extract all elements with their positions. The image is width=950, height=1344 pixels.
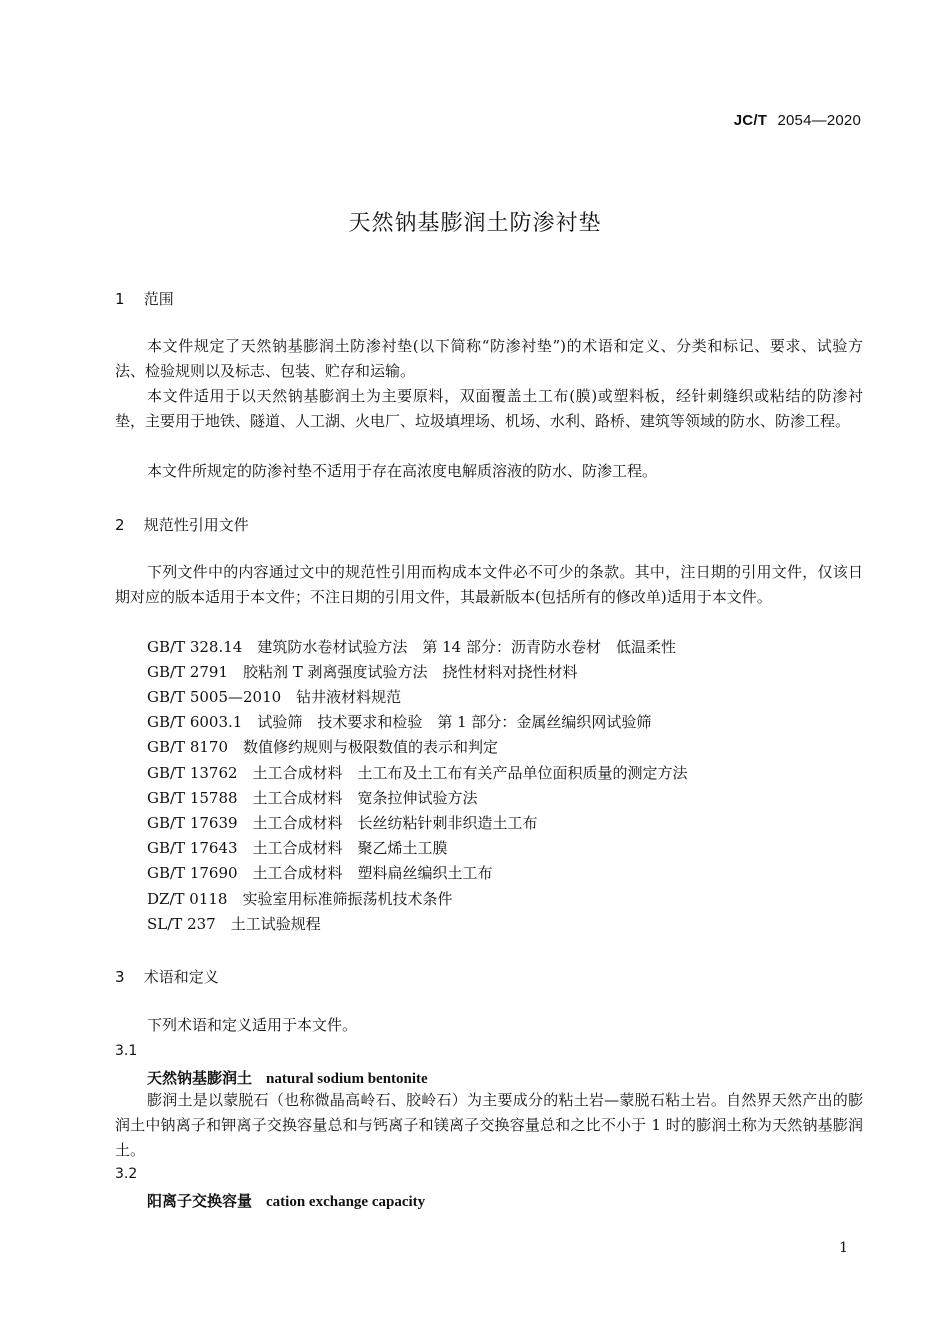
standard-code [734, 112, 861, 129]
term-number: 3.1 [115, 1043, 138, 1059]
term-zh: 天然钠基膨润土 [147, 1069, 253, 1087]
paragraph: 本文件所规定的防渗衬垫不适用于存在高浓度电解质溶液的防水、防渗工程。 [147, 462, 658, 480]
reference-item: GB/T 6003.1 试验筛 技术要求和检验 第 1 部分：金属丝编织网试验筛 [147, 713, 652, 731]
reference-item: GB/T 2791 胶粘剂 T 剥离强度试验方法 挠性材料对挠性材料 [147, 663, 578, 681]
term-en: cation exchange capacity [266, 1194, 426, 1210]
section-number: 3 [115, 968, 125, 986]
term-number: 3.2 [115, 1166, 138, 1182]
section-3-heading [115, 966, 219, 987]
paragraph: 本文件规定了天然钠基膨润土防渗衬垫(以下简称“防渗衬垫”)的术语和定义、分类和标记、要求、试验方法、检验规则以及标志、包装、贮存和运输。 [115, 337, 863, 380]
term-heading [147, 1190, 425, 1211]
section-title: 规范性引用文件 [143, 516, 249, 534]
section-2-heading [115, 514, 249, 535]
reference-item: GB/T 8170 数值修约规则与极限数值的表示和判定 [147, 738, 499, 756]
term-definition: 膨润土是以蒙脱石（也称微晶高岭石、胶岭石）为主要成分的粘土岩—蒙脱石粘土岩。自然界天然产出的膨润土中钠离子和钾离子交换容量总和与钙离子和镁离子交换容量总和之比不小于 1 时的膨润土称为天然钠基膨润土。 [115, 1091, 863, 1159]
standard-code-prefix: JC/T [733, 112, 768, 129]
section-number: 1 [115, 290, 125, 308]
section-1-heading [115, 288, 174, 309]
section-title: 术语和定义 [143, 968, 219, 986]
reference-item: DZ/T 0118 实验室用标准筛振荡机技术条件 [147, 890, 453, 908]
reference-item: GB/T 17639 土工合成材料 长丝纺粘针刺非织造土工布 [147, 814, 538, 832]
term-en: natural sodium bentonite [266, 1071, 428, 1087]
term-heading [147, 1067, 428, 1088]
reference-item: GB/T 13762 土工合成材料 土工布及土工布有关产品单位面积质量的测定方法 [147, 764, 688, 782]
reference-item: GB/T 15788 土工合成材料 宽条拉伸试验方法 [147, 789, 478, 807]
standard-code-number: 2054—2020 [777, 112, 861, 129]
paragraph: 本文件适用于以天然钠基膨润土为主要原料，双面覆盖土工布(膜)或塑料板，经针刺缝织或粘结的防渗衬垫，主要用于地铁、隧道、人工湖、火电厂、垃圾填埋场、机场、水利、路桥、建筑等领域的防水、防渗工程。 [115, 387, 863, 430]
reference-item: GB/T 17643 土工合成材料 聚乙烯土工膜 [147, 839, 448, 857]
term-zh: 阳离子交换容量 [147, 1192, 253, 1210]
section-title: 范围 [143, 290, 174, 308]
reference-item: GB/T 5005—2010 钻井液材料规范 [147, 688, 402, 706]
section-number: 2 [115, 516, 125, 534]
reference-item: GB/T 328.14 建筑防水卷材试验方法 第 14 部分：沥青防水卷材 低温柔性 [147, 638, 676, 656]
paragraph: 下列文件中的内容通过文中的规范性引用而构成本文件必不可少的条款。其中，注日期的引用文件，仅该日期对应的版本适用于本文件；不注日期的引用文件，其最新版本(包括所有的修改单)适用于本文件。 [115, 563, 863, 606]
page-number: 1 [839, 1240, 848, 1256]
document-title: 天然钠基膨润土防渗衬垫 [348, 211, 602, 236]
reference-item: SL/T 237 土工试验规程 [147, 915, 321, 933]
reference-item: GB/T 17690 土工合成材料 塑料扁丝编织土工布 [147, 864, 493, 882]
paragraph: 下列术语和定义适用于本文件。 [147, 1016, 358, 1034]
